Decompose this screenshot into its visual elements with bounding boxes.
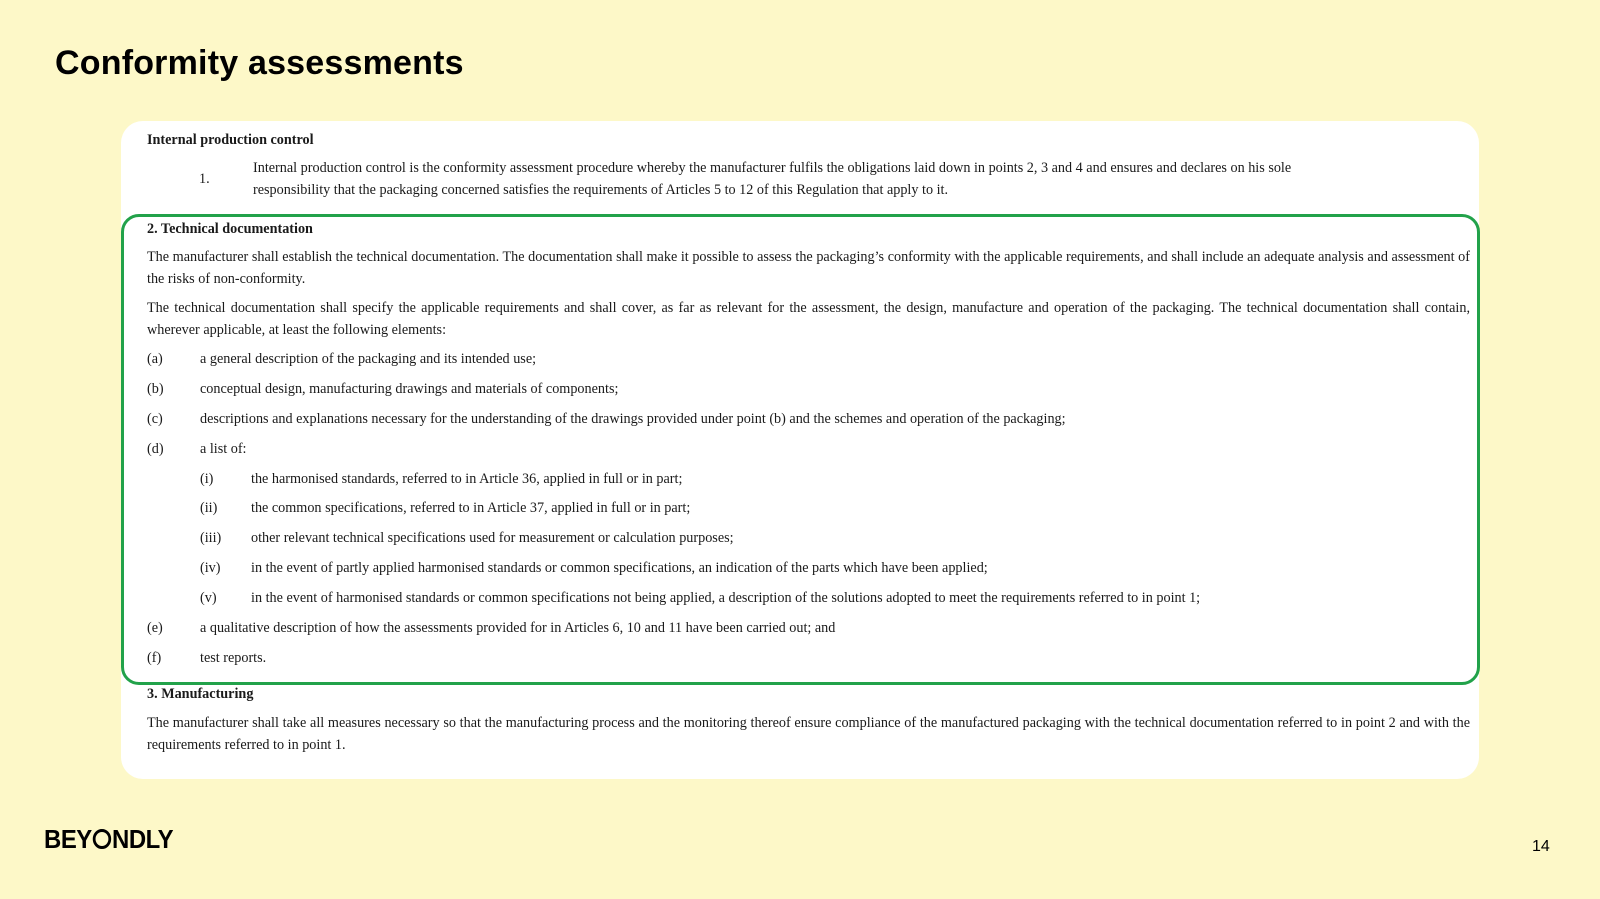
section3-paragraph: The manufacturer shall take all measures necessary so that the manufacturing process and the monitoring thereof ensure compliance of the manufactured packaging with the technical documentation referred to in point 2 and with the requirements referred to in point 1. <box>147 715 1470 753</box>
sub-list-item-label: (iii) <box>200 530 222 546</box>
section1-line2: responsibility that the packaging concerned satisfies the requirements of Articles 5 to 12 of this Regulation that apply to it. <box>253 182 949 198</box>
list-item-text: a qualitative description of how the assessments provided for in Articles 6, 10 and 11 have been carried out; and <box>200 620 836 636</box>
list-item-label: (a) <box>147 351 163 367</box>
logo-text-end: NDLY <box>112 824 174 854</box>
list-item-text: test reports. <box>200 650 267 666</box>
sub-list-item-label: (iv) <box>200 560 221 576</box>
sub-list-item-label: (v) <box>200 590 217 606</box>
logo-text-start: BEY <box>44 824 92 854</box>
sub-list-item-label: (i) <box>200 471 214 487</box>
list-item-label: (e) <box>147 620 163 636</box>
sub-list-item-text: the common specifications, referred to in Article 37, applied in full or in part; <box>251 500 691 516</box>
section2-paragraph-2: The technical documentation shall specify the applicable requirements and shall cover, as far as relevant for the assessment, the design, manufacture and operation of the packaging. The technical documentation shall contain, wherever applicable, at least the following elements: <box>147 300 1470 338</box>
section-number: 1. <box>199 171 210 187</box>
slide-title: Conformity assessments <box>55 44 464 82</box>
list-item-text: a general description of the packaging and its intended use; <box>200 351 537 367</box>
list-item-text: a list of: <box>200 441 247 457</box>
page-number: 14 <box>1532 838 1550 855</box>
sub-list-item-text: other relevant technical specifications used for measurement or calculation purposes; <box>251 530 734 546</box>
section-heading-technical-documentation: 2. Technical documentation <box>147 221 313 237</box>
document-excerpt <box>121 121 1479 779</box>
sub-list-item-text: in the event of harmonised standards or common specifications not being applied, a description of the solutions adopted to meet the requirements referred to in point 1; <box>251 590 1201 606</box>
list-item-label: (b) <box>147 381 164 397</box>
list-item-label: (d) <box>147 441 164 457</box>
list-item-label: (c) <box>147 411 163 427</box>
sub-list-item-text: the harmonised standards, referred to in Article 36, applied in full or in part; <box>251 471 683 487</box>
section-heading-internal-production-control: Internal production control <box>147 132 314 148</box>
beyondly-logo <box>44 826 173 852</box>
sub-list-item-label: (ii) <box>200 500 218 516</box>
list-item-text: descriptions and explanations necessary for the understanding of the drawings provided under point (b) and the schemes and operation of the packaging; <box>200 411 1066 427</box>
list-item-text: conceptual design, manufacturing drawings and materials of components; <box>200 381 619 397</box>
section1-line1: Internal production control is the conformity assessment procedure whereby the manufacturer fulfils the obligations laid down in points 2, 3 and 4 and ensures and declares on his sole <box>253 160 1292 176</box>
sub-list-item-text: in the event of partly applied harmonised standards or common specifications, an indication of the parts which have been applied; <box>251 560 988 576</box>
section-heading-manufacturing: 3. Manufacturing <box>147 686 254 702</box>
section2-paragraph-1: The manufacturer shall establish the technical documentation. The documentation shall make it possible to assess the packaging’s conformity with the applicable requirements, and shall include an adequate analysis and assessment of the risks of non-conformity. <box>147 249 1470 287</box>
list-item-label: (f) <box>147 650 162 666</box>
logo-circle-icon <box>93 829 111 849</box>
